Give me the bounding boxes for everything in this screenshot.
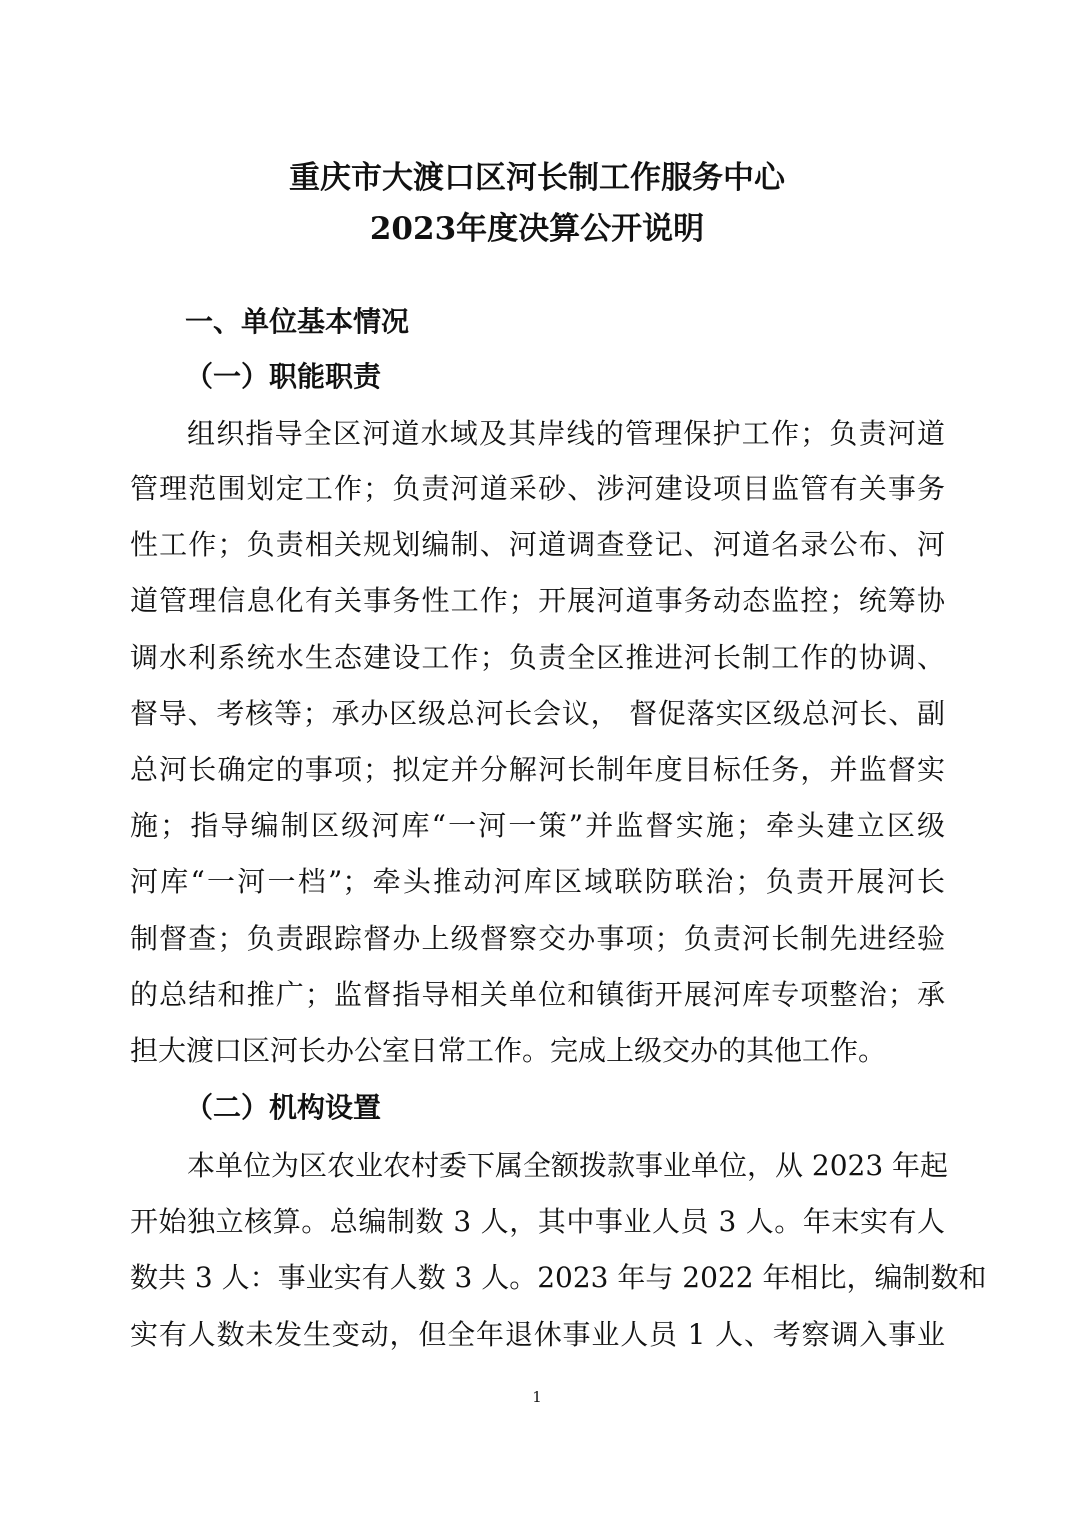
- paragraph-line: 本单位为区农业农村委下属全额拨款事业单位，从 2023 年起: [187, 1149, 949, 1182]
- paragraph-line: 的总结和推广；监督指导相关单位和镇街开展河库专项整治；承: [130, 978, 945, 1011]
- document-title-line-2: 2023年度决算公开说明: [369, 211, 705, 247]
- paragraph-line: 总河长确定的事项；拟定并分解河长制年度目标任务，并监督实: [130, 753, 945, 786]
- paragraph-line: 组织指导全区河道水域及其岸线的管理保护工作；负责河道: [187, 417, 945, 450]
- subsection-heading-organization: （二）机构设置: [185, 1091, 382, 1124]
- paragraph-line: 督导、考核等；承办区级总河长会议， 督促落实区级总河长、副: [130, 697, 945, 730]
- paragraph-line: 实有人数未发生变动，但全年退休事业人员 1 人、考察调入事业: [130, 1318, 945, 1351]
- paragraph-line: 开始独立核算。总编制数 3 人，其中事业人员 3 人。年末实有人: [130, 1205, 945, 1238]
- section-heading: 一、单位基本情况: [185, 305, 410, 338]
- page-number: 1: [532, 1388, 542, 1406]
- paragraph-line: 担大渡口区河长办公室日常工作。完成上级交办的其他工作。: [130, 1034, 887, 1067]
- paragraph-line: 管理范围划定工作；负责河道采砂、涉河建设项目监管有关事务: [130, 472, 945, 505]
- paragraph-line: 道管理信息化有关事务性工作；开展河道事务动态监控；统筹协: [130, 584, 945, 617]
- paragraph-line: 河库“一河一档”；牵头推动河库区域联防联治；负责开展河长: [130, 865, 945, 898]
- document-title-line-1: 重庆市大渡口区河长制工作服务中心: [289, 160, 785, 196]
- paragraph-line: 调水利系统水生态建设工作；负责全区推进河长制工作的协调、: [130, 641, 945, 674]
- paragraph-line: 制督查；负责跟踪督办上级督察交办事项；负责河长制先进经验: [130, 922, 945, 955]
- paragraph-line: 性工作；负责相关规划编制、河道调查登记、河道名录公布、河: [130, 528, 945, 561]
- subsection-heading-functions: （一）职能职责: [185, 360, 382, 393]
- paragraph-line: 施；指导编制区级河库“一河一策”并监督实施；牵头建立区级: [130, 809, 945, 842]
- paragraph-line: 数共 3 人：事业实有人数 3 人。2023 年与 2022 年相比，编制数和: [130, 1261, 987, 1294]
